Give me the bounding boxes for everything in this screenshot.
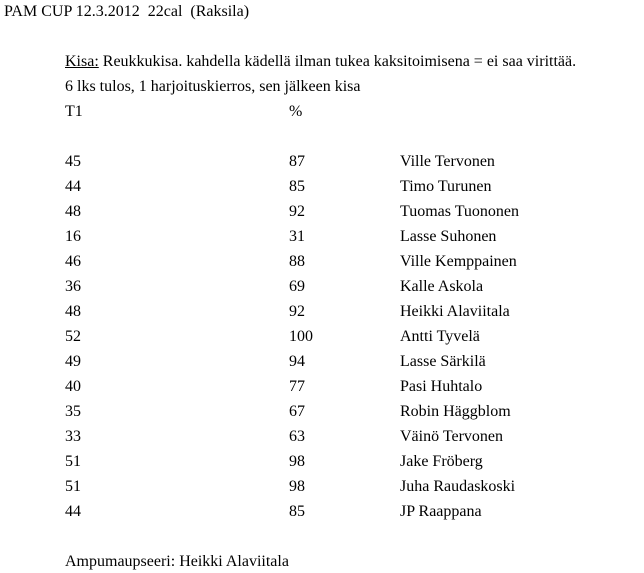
score-t1: 35 (65, 403, 81, 420)
caliber: 22cal (147, 3, 183, 20)
shooter-name: Pasi Huhtalo (400, 378, 483, 395)
result-row (0, 479, 644, 504)
score-percent: 88 (289, 253, 305, 270)
result-row (0, 504, 644, 529)
result-row (0, 429, 644, 454)
score-percent: 85 (289, 503, 305, 520)
score-percent: 31 (289, 228, 305, 245)
shooter-name: Tuomas Tuononen (400, 203, 520, 220)
result-row (0, 454, 644, 479)
shooter-name: Antti Tyvelä (400, 328, 480, 345)
kisa-label: Kisa: (65, 53, 99, 70)
score-t1: 52 (65, 328, 81, 345)
score-t1: 36 (65, 278, 81, 295)
score-percent: 87 (289, 153, 305, 170)
score-t1: 46 (65, 253, 81, 270)
column-header-percent: % (289, 103, 303, 120)
score-percent: 98 (289, 478, 305, 495)
competition-format: 6 lks tulos, 1 harjoituskierros, sen jälkeen kisa (65, 78, 361, 95)
result-row (0, 229, 644, 254)
shooter-name: Juha Raudaskoski (400, 478, 516, 495)
score-percent: 63 (289, 428, 305, 445)
location: (Raksila) (190, 3, 250, 20)
shooter-name: Kalle Askola (400, 278, 484, 295)
result-row (0, 354, 644, 379)
result-row (0, 279, 644, 304)
result-row (0, 304, 644, 329)
score-t1: 49 (65, 353, 81, 370)
score-percent: 92 (289, 303, 305, 320)
score-percent: 92 (289, 203, 305, 220)
score-t1: 33 (65, 428, 81, 445)
score-t1: 16 (65, 228, 81, 245)
competition-description (65, 54, 576, 70)
shooter-name: Lasse Suhonen (400, 228, 497, 245)
shooter-name: Lasse Särkilä (400, 353, 486, 370)
column-header-t1: T1 (65, 103, 83, 120)
kisa-text: Reukkukisa. kahdella kädellä ilman tukea kaksitoimisena = ei saa virittää. (98, 53, 577, 70)
score-t1: 48 (65, 303, 81, 320)
score-t1: 44 (65, 503, 81, 520)
result-row (0, 379, 644, 404)
shooter-name: Timo Turunen (400, 178, 492, 195)
score-t1: 48 (65, 203, 81, 220)
result-row (0, 254, 644, 279)
score-percent: 94 (289, 353, 305, 370)
score-percent: 100 (289, 328, 313, 345)
score-percent: 77 (289, 378, 305, 395)
score-percent: 67 (289, 403, 305, 420)
shooter-name: Ville Kemppainen (400, 253, 517, 270)
score-t1: 45 (65, 153, 81, 170)
score-percent: 85 (289, 178, 305, 195)
result-row (0, 154, 644, 179)
shooter-name: Väinö Tervonen (400, 428, 503, 445)
result-row (0, 179, 644, 204)
result-row (0, 404, 644, 429)
score-t1: 40 (65, 378, 81, 395)
shooter-name: JP Raappana (400, 503, 482, 520)
score-percent: 98 (289, 453, 305, 470)
shooter-name: Ville Tervonen (400, 153, 495, 170)
result-row (0, 329, 644, 354)
score-t1: 44 (65, 178, 81, 195)
document-title (4, 4, 249, 20)
score-t1: 51 (65, 478, 81, 495)
shooter-name: Heikki Alaviitala (400, 303, 510, 320)
score-percent: 69 (289, 278, 305, 295)
score-t1: 51 (65, 453, 81, 470)
result-row (0, 204, 644, 229)
event-name: PAM CUP 12.3.2012 (4, 3, 140, 20)
results-list (0, 154, 644, 529)
shooter-name: Robin Häggblom (400, 403, 511, 420)
shooter-name: Jake Fröberg (400, 453, 483, 470)
range-officer: Ampumaupseeri: Heikki Alaviitala (65, 553, 289, 570)
